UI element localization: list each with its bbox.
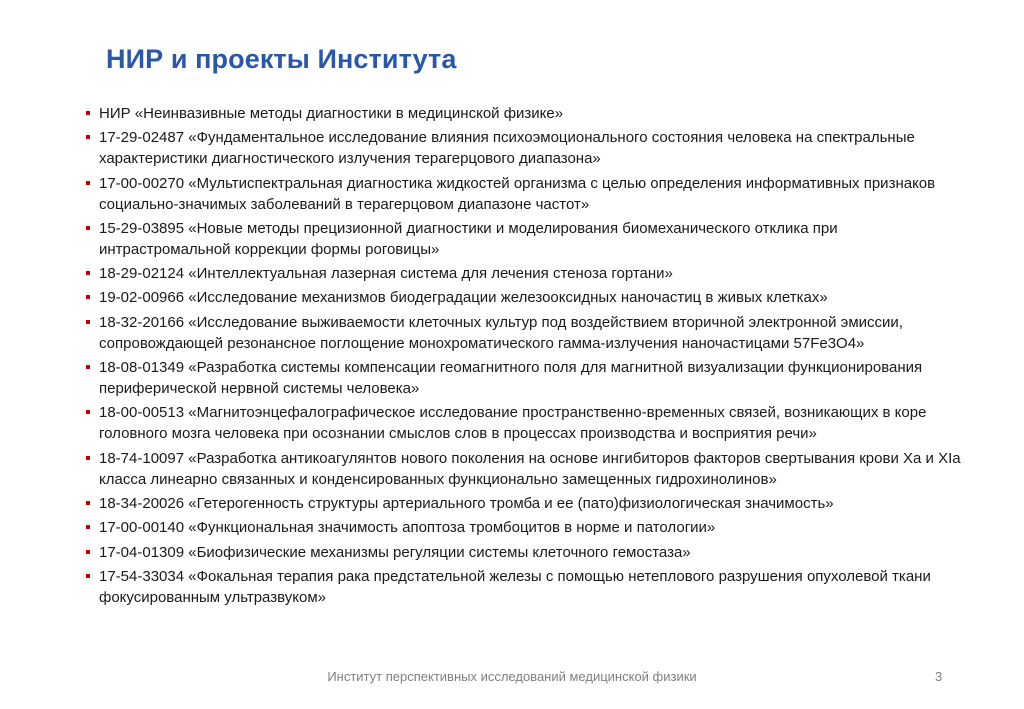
list-item-text: 18-34-20026 «Гетерогенность структуры артериального тромба и ее (пато)физиологическая значимость»	[99, 494, 834, 512]
list-item-text: 15-29-03895 «Новые методы прецизионной диагностики и моделирования биомеханического отклика при интрастромальной коррекции формы роговицы»	[99, 219, 838, 258]
bullet-square-icon	[86, 111, 90, 115]
list-item	[86, 218, 966, 260]
bullet-square-icon	[86, 574, 90, 578]
list-item-text: 18-29-02124 «Интеллектуальная лазерная система для лечения стеноза гортани»	[99, 265, 673, 283]
list-item	[86, 448, 966, 490]
page-number: 3	[935, 669, 943, 684]
list-item-text: НИР «Неинвазивные методы диагностики в медицинской физике»	[99, 105, 564, 122]
list-item	[86, 493, 966, 514]
list-item-text: 18-74-10097 «Разработка антикоагулянтов нового поколения на основе ингибиторов факторов свертывания крови Xa и XIa класса линеарно связанных и конденсированных функционально замещенных гидрохинолинов»	[99, 449, 961, 488]
bullet-square-icon	[86, 550, 90, 554]
bullet-square-icon	[86, 226, 90, 230]
list-item-text: 17-29-02487 «Фундаментальное исследование влияния психоэмоционального состояния человека на спектральные характеристики диагностического излучения терагерцового диапазона»	[99, 129, 915, 168]
list-item	[86, 103, 966, 124]
bullet-square-icon	[86, 295, 90, 299]
list-item-text: 17-00-00140 «Функциональная значимость апоптоза тромбоцитов в норме и патологии»	[99, 519, 716, 537]
list-item-text: 17-00-00270 «Мультиспектральная диагностика жидкостей организма с целью определения информативных признаков социально-значимых заболеваний в терагерцовом диапазоне частот»	[99, 174, 936, 213]
list-item-text: 18-00-00513 «Магнитоэнцефалографическое исследование пространственно-временных связей, возникающих в коре головного мозга человека при осознании смыслов слов в процессах производства и восприятия речи»	[99, 404, 927, 443]
list-item	[86, 517, 966, 538]
bullet-square-icon	[86, 271, 90, 275]
bullet-square-icon	[86, 181, 90, 185]
list-item-text: 18-08-01349 «Разработка системы компенсации геомагнитного поля для магнитной визуализации функционирования периферической нервной системы человека»	[99, 359, 923, 398]
list-item	[86, 287, 966, 308]
list-item	[86, 312, 966, 354]
bullet-square-icon	[86, 456, 90, 460]
bullet-square-icon	[86, 525, 90, 529]
list-item	[86, 263, 966, 284]
project-list	[86, 103, 966, 611]
list-item-text: 19-02-00966 «Исследование механизмов биодеградации железооксидных наночастиц в живых клетках»	[99, 289, 828, 307]
list-item-text: 17-54-33034 «Фокальная терапия рака предстательной железы с помощью нетеплового разрушения опухолевой ткани фокусированным ультразвуком»	[99, 567, 931, 606]
bullet-square-icon	[86, 135, 90, 139]
list-item-text: 18-32-20166 «Исследование выживаемости клеточных культур под воздействием вторичной электронной эмиссии, сопровождающей резонансное поглощение монохроматического гамма-излучения наночастицами 57Fe3O4»	[99, 313, 903, 352]
list-item	[86, 173, 966, 215]
list-item	[86, 566, 966, 608]
list-item-text: 17-04-01309 «Биофизические механизмы регуляции системы клеточного гемостаза»	[99, 543, 691, 561]
list-item	[86, 127, 966, 169]
list-item	[86, 357, 966, 399]
list-item	[86, 542, 966, 563]
bullet-square-icon	[86, 320, 90, 324]
bullet-square-icon	[86, 410, 90, 414]
bullet-square-icon	[86, 365, 90, 369]
footer-institute-name: Институт перспективных исследований медицинской физики	[327, 669, 697, 684]
slide-title: НИР и проекты Института	[106, 44, 457, 74]
list-item	[86, 402, 966, 444]
bullet-square-icon	[86, 501, 90, 505]
